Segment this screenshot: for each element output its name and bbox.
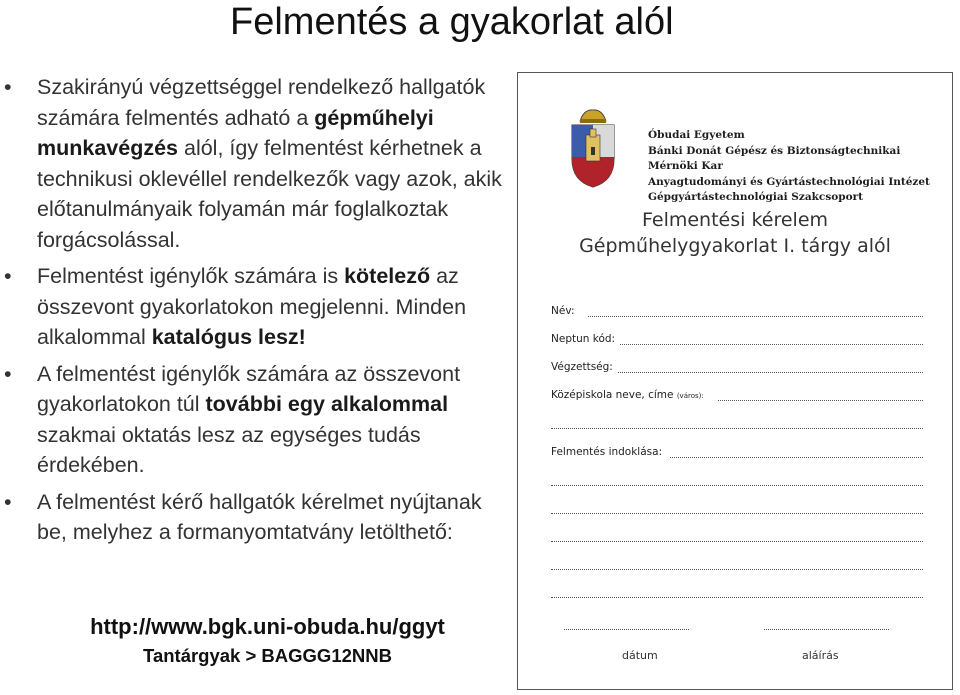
reason-field-line [670,457,923,458]
bullet-segment: Szakirányú végzettséggel rendelkező hallgatók számára felmentés adható a [37,75,486,130]
signature-line [764,629,889,630]
degree-field-label: Végzettség: [551,361,613,373]
bullet-text [37,490,482,545]
name-field-line [588,316,923,317]
institution-line: Anyagtudományi és Gyártástechnológiai Intézet [648,175,930,188]
school-field-label [551,389,704,401]
degree-field-line [618,372,923,373]
bullet-segment: Felmentést igénylők számára is [37,264,345,288]
course-path: Tantárgyak > BAGGG12NNB [143,645,392,666]
school-field-line-2 [551,428,923,429]
bullet-list [0,72,515,554]
institution-line: Óbudai Egyetem [648,129,745,141]
reason-field-line [551,541,923,542]
reason-field-line [551,513,923,514]
bullet-segment: az összevont gyakorlatokon megjelenni. Minden alkalommal [37,264,467,349]
bullet-emphasis: katalógus lesz! [151,325,306,349]
bullet-segment: A felmentést kérő hallgatók kérelmet nyújtanak be, melyhez a formanyomtatvány letölthető: [37,489,482,544]
bullet-text [37,362,460,478]
university-crest-icon [566,107,620,189]
neptun-field-line [620,344,923,345]
bullet-dot-icon: • [4,361,12,386]
institution-block [648,128,952,206]
form-subtitle: Gépműhelygyakorlat I. tárgy alól [579,235,891,257]
bullet-emphasis: kötelező [344,264,431,288]
signature-label: aláírás [802,649,839,662]
reason-field-label: Felmentés indoklása: [551,446,663,458]
school-label-text: Középiskola neve, címe [551,389,674,401]
school-label-note: (város): [676,392,704,400]
neptun-field-label: Neptun kód: [551,333,616,345]
slide-title: Felmentés a gyakorlat alól [230,1,674,43]
name-field-label: Név: [551,305,575,317]
exemption-form-image [517,72,953,690]
reason-field-line [551,485,923,486]
bullet-segment: szakmai oktatás lesz az egységes tudás érdekében. [37,422,421,477]
reason-field-line [551,569,923,570]
bullet-emphasis: további egy alkalommal [205,392,449,416]
bullet-item [0,359,515,481]
bullet-text [37,264,466,349]
bullet-text [37,75,502,252]
bullet-dot-icon: • [4,75,12,99]
institution-line: Gépgyártástechnológiai Szakcsoport [648,191,863,203]
bullet-item [0,72,515,255]
bullet-emphasis: gépműhelyi munkavégzés [37,105,434,160]
form-title: Felmentési kérelem [641,209,829,231]
download-url[interactable]: http://www.bgk.uni-obuda.hu/ggyt [90,614,445,639]
bullet-dot-icon: • [4,489,12,514]
bullet-segment: alól, így felmentést kérhetnek a technikusi oklevéllel rendelkezők vagy azok, akik előtanulmányaik folyamán már foglalkoztak forgácsolással. [37,136,502,252]
bullet-item [0,261,515,353]
date-label: dátum [622,649,658,662]
bullet-item [0,487,515,548]
bullet-segment: A felmentést igénylők számára az összevont gyakorlatokon túl [37,361,461,416]
school-field-line [718,400,923,401]
bullet-dot-icon: • [4,264,12,288]
date-line [564,629,689,630]
reason-field-line [551,597,923,598]
institution-line: Bánki Donát Gépész és Biztonságtechnikai Mérnöki Kar [648,144,901,172]
